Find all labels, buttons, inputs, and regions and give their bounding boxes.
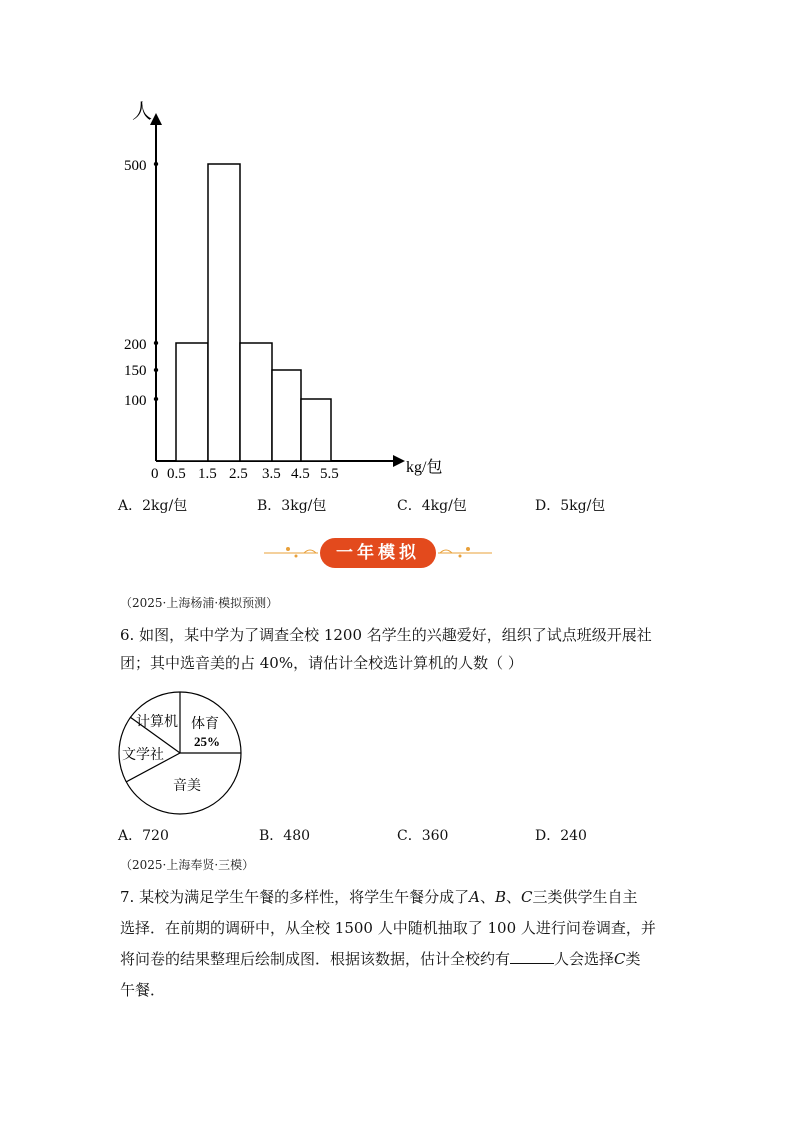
- option-letter: D．: [535, 498, 561, 514]
- q7-text-line4: 午餐．: [120, 981, 166, 999]
- pie-label-sports-pct: 25%: [194, 734, 220, 749]
- separator: 、: [505, 888, 521, 906]
- histogram-bar: [272, 370, 301, 461]
- x-axis-arrow: [393, 455, 405, 467]
- q7-line3-start: 将问卷的结果整理后绘制成图．根据该数据，估计全校约有: [120, 950, 511, 968]
- option-letter: B．: [257, 498, 282, 514]
- option-text: 2kg/包: [142, 498, 188, 514]
- y-tick-dot: [154, 397, 158, 401]
- y-tick-150: 150: [124, 363, 147, 379]
- option-text: 5kg/包: [560, 498, 606, 514]
- q7-line1-end: 三类供学生自主: [532, 888, 638, 906]
- q5-option-d[interactable]: [535, 495, 605, 515]
- option-text: 4kg/包: [421, 498, 467, 514]
- var-c: C: [521, 888, 533, 906]
- pie-label-literature: 文学社: [122, 748, 164, 763]
- q6-option-c[interactable]: [397, 825, 448, 845]
- option-letter: A．: [118, 498, 143, 514]
- option-letter: C．: [397, 828, 422, 844]
- answer-blank[interactable]: [510, 949, 554, 964]
- pie-label-music: 音美: [173, 779, 201, 794]
- x-tick-0: 0: [151, 466, 159, 482]
- x-tick-5.5: 5.5: [320, 466, 339, 482]
- x-tick-2.5: 2.5: [229, 466, 248, 482]
- var-c: C: [614, 950, 626, 968]
- option-letter: C．: [397, 498, 422, 514]
- var-b: B: [494, 888, 506, 906]
- var-a: A: [469, 888, 480, 906]
- y-tick-dot: [154, 368, 158, 372]
- option-letter: D．: [535, 828, 561, 844]
- pie-label-computer: 计算机: [136, 715, 178, 730]
- option-letter: A．: [118, 828, 143, 844]
- histogram-chart: [0, 0, 794, 500]
- q7-source: （2025·上海奉贤·三模）: [120, 858, 255, 872]
- option-text: 240: [560, 828, 587, 844]
- pie-chart: [118, 689, 248, 819]
- y-tick-dot: [154, 341, 158, 345]
- q7-line1-start: 7. 某校为满足学生午餐的多样性，将学生午餐分成了: [120, 888, 470, 906]
- y-tick-500: 500: [124, 158, 147, 174]
- x-tick-3.5: 3.5: [262, 466, 281, 482]
- q7-text-line3: [120, 949, 641, 969]
- y-tick-dot: [154, 162, 158, 166]
- q7-text-line1: [120, 887, 638, 907]
- option-letter: B．: [259, 828, 284, 844]
- option-text: 720: [142, 828, 169, 844]
- y-tick-100: 100: [124, 393, 147, 409]
- x-tick-1.5: 1.5: [198, 466, 217, 482]
- y-axis-label: 人: [132, 101, 152, 123]
- histogram-bar: [208, 164, 240, 461]
- q6-text-line1: 6. 如图，某中学为了调查全校 1200 名学生的兴趣爱好，组织了试点班级开展社: [120, 626, 652, 644]
- x-tick-4.5: 4.5: [291, 466, 310, 482]
- q5-option-b[interactable]: [257, 495, 326, 515]
- y-tick-200: 200: [124, 337, 147, 353]
- q6-option-d[interactable]: [535, 825, 587, 845]
- q7-text-line2: 选择．在前期的调研中，从全校 1500 人中随机抽取了 100 人进行问卷调查，并: [120, 919, 656, 937]
- q6-option-b[interactable]: [259, 825, 310, 845]
- option-text: 480: [283, 828, 311, 844]
- histogram-bar: [301, 399, 331, 461]
- x-axis-label: kg/包: [406, 459, 443, 476]
- q5-option-a[interactable]: [118, 495, 187, 515]
- histogram-bar: [176, 343, 208, 461]
- q5-option-c[interactable]: [397, 495, 467, 515]
- q7-line3-mid: 人会选择: [554, 950, 615, 968]
- q6-text-line2: 团；其中选音美的占 40%，请估计全校选计算机的人数（ ）: [120, 654, 523, 672]
- histogram-bar: [240, 343, 272, 461]
- pie-label-sports: 体育: [191, 717, 219, 732]
- option-text: 360: [421, 828, 449, 844]
- q6-source: （2025·上海杨浦·模拟预测）: [120, 596, 279, 610]
- x-tick-0.5: 0.5: [167, 466, 186, 482]
- separator: 、: [479, 888, 495, 906]
- q6-option-a[interactable]: [118, 825, 169, 845]
- q7-line3-end: 类: [625, 950, 641, 968]
- option-text: 3kg/包: [281, 498, 327, 514]
- section-banner: [258, 537, 498, 569]
- banner-title: 一年模拟: [320, 538, 436, 568]
